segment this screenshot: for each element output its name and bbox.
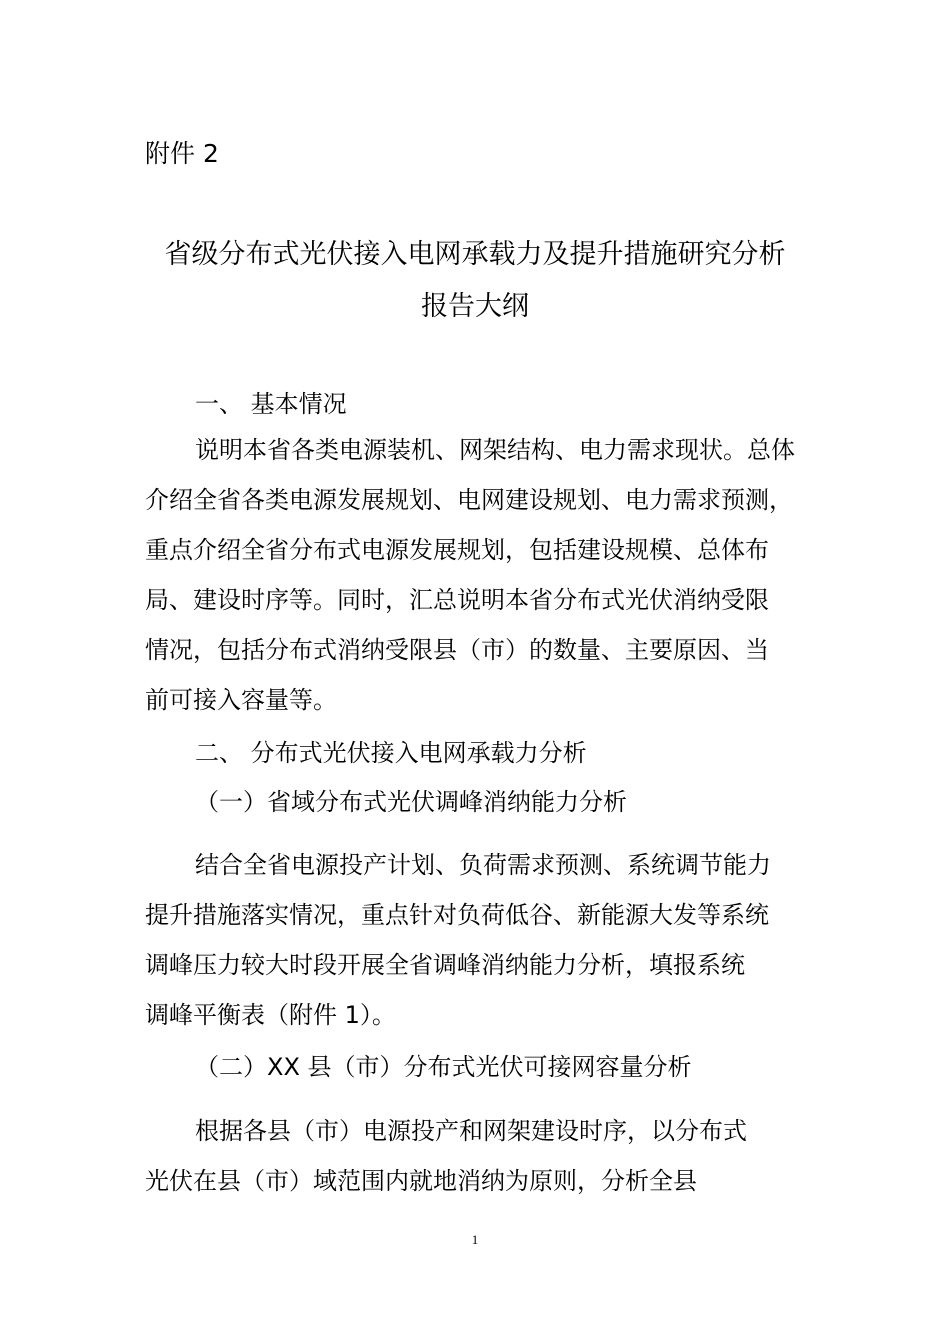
subsection-1-paragraph [145, 840, 825, 1040]
paragraph-line: 结合全省电源投产计划、负荷需求预测、系统调节能力 [195, 851, 771, 879]
section-1-heading: 一、 基本情况 [195, 390, 347, 418]
page-number: 1 [471, 1232, 479, 1247]
subsection-2-heading: （二）XX 县（市）分布式光伏可接网容量分析 [195, 1053, 692, 1081]
document-title-line-2: 报告大纲 [421, 291, 529, 322]
paragraph-line: 前可接入容量等。 [145, 686, 337, 714]
paragraph-line: 提升措施落实情况，重点针对负荷低谷、新能源大发等系统 [145, 901, 769, 929]
paragraph-line: 情况，包括分布式消纳受限县（市）的数量、主要原因、当 [145, 636, 769, 664]
paragraph-line: 说明本省各类电源装机、网架结构、电力需求现状。总体 [195, 436, 795, 464]
document-title-line-1: 省级分布式光伏接入电网承载力及提升措施研究分析 [164, 239, 786, 270]
paragraph-line: 重点介绍全省分布式电源发展规划，包括建设规模、总体布 [145, 536, 769, 564]
paragraph-line: 介绍全省各类电源发展规划、电网建设规划、电力需求预测， [145, 486, 793, 514]
paragraph-line: 调峰压力较大时段开展全省调峰消纳能力分析，填报系统 [145, 951, 745, 979]
paragraph-line: 调峰平衡表（附件 1）。 [145, 1001, 396, 1029]
section-1-paragraph [145, 425, 825, 725]
subsection-2-paragraph [145, 1106, 825, 1206]
paragraph-line: 光伏在县（市）域范围内就地消纳为原则，分析全县 [145, 1167, 697, 1195]
attachment-label: 附件 2 [145, 139, 219, 168]
paragraph-line: 根据各县（市）电源投产和网架建设时序，以分布式 [195, 1117, 747, 1145]
subsection-1-heading: （一）省域分布式光伏调峰消纳能力分析 [195, 788, 627, 816]
paragraph-line: 局、建设时序等。同时，汇总说明本省分布式光伏消纳受限 [145, 586, 769, 614]
section-2-heading: 二、 分布式光伏接入电网承载力分析 [195, 739, 587, 767]
